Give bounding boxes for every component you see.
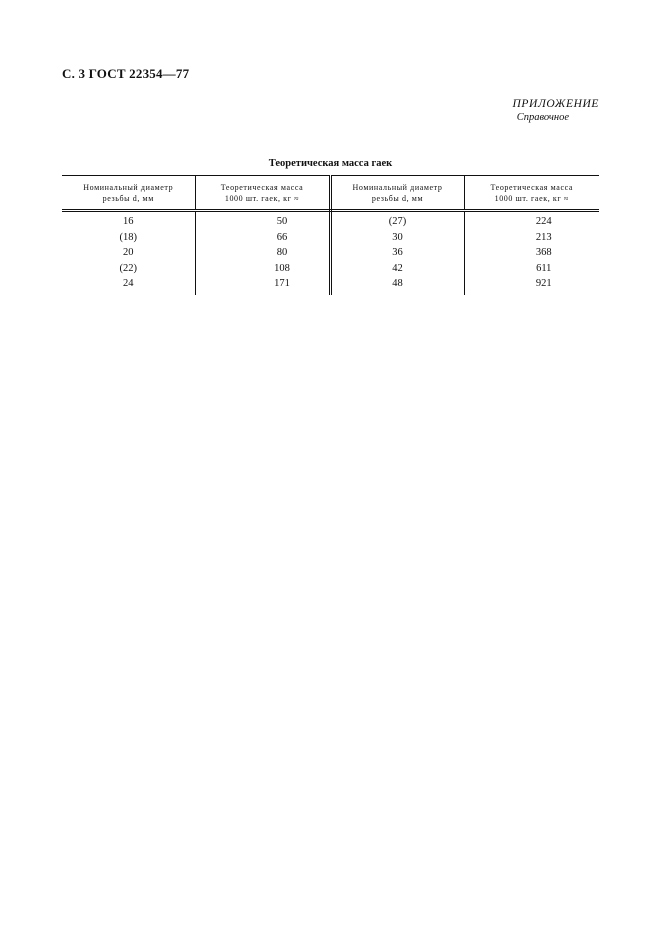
diameter-cell: 20 xyxy=(62,245,195,261)
mass-cell: 108 xyxy=(195,261,330,277)
mass-cell: 611 xyxy=(536,262,552,274)
table-row xyxy=(62,245,599,261)
appendix-label xyxy=(513,97,599,124)
diameter-cell: 42 xyxy=(330,261,464,277)
mass-cell: 66 xyxy=(195,230,330,246)
table-row xyxy=(62,211,599,230)
mass-cell: 224 xyxy=(535,216,552,227)
diameter-cell: 36 xyxy=(330,245,464,261)
table-title: Теоретическая масса гаек xyxy=(268,158,393,169)
header-diameter-left xyxy=(62,176,195,211)
header-mass-left-line1: Теоретическая масса xyxy=(220,183,304,192)
header-diameter-right-line1: Номинальный диаметр xyxy=(352,183,443,192)
header-mass-right-line2: 1000 шт. гаек, кг ≈ xyxy=(494,194,569,203)
page-header: С. 3 ГОСТ 22354—77 xyxy=(62,66,190,81)
diameter-cell: 16 xyxy=(62,211,195,230)
mass-cell: 80 xyxy=(195,245,330,261)
mass-cell: 213 xyxy=(535,231,552,243)
header-mass-left-line2: 1000 шт. гаек, кг ≈ xyxy=(224,194,300,203)
diameter-cell: 24 xyxy=(62,276,195,295)
diameter-cell: (22) xyxy=(62,261,195,277)
diameter-cell: 48 xyxy=(330,276,464,295)
header-mass-left xyxy=(195,176,330,211)
mass-cell: 50 xyxy=(195,211,330,230)
header-diameter-right-line2: резьбы d, мм xyxy=(371,194,424,203)
diameter-cell: 30 xyxy=(330,230,464,246)
appendix-subtitle: Справочное xyxy=(516,112,569,123)
header-mass-right-line1: Теоретическая масса xyxy=(490,183,573,192)
table-row xyxy=(62,261,599,277)
header-diameter-right xyxy=(330,176,464,211)
diameter-cell: (18) xyxy=(62,230,195,246)
header-mass-right xyxy=(464,176,599,211)
mass-cell: 171 xyxy=(195,276,330,295)
table-row xyxy=(62,276,599,295)
mass-cell: 368 xyxy=(535,247,552,258)
table-row xyxy=(62,230,599,246)
mass-cell: 921 xyxy=(535,278,552,289)
header-diameter-left-line2: резьбы d, мм xyxy=(102,194,154,203)
diameter-cell: (27) xyxy=(330,211,464,230)
header-diameter-left-line1: Номинальный диаметр xyxy=(83,183,174,192)
table-header-row xyxy=(62,176,599,211)
nut-mass-table xyxy=(62,175,599,295)
appendix-title: ПРИЛОЖЕНИЕ xyxy=(512,98,599,110)
